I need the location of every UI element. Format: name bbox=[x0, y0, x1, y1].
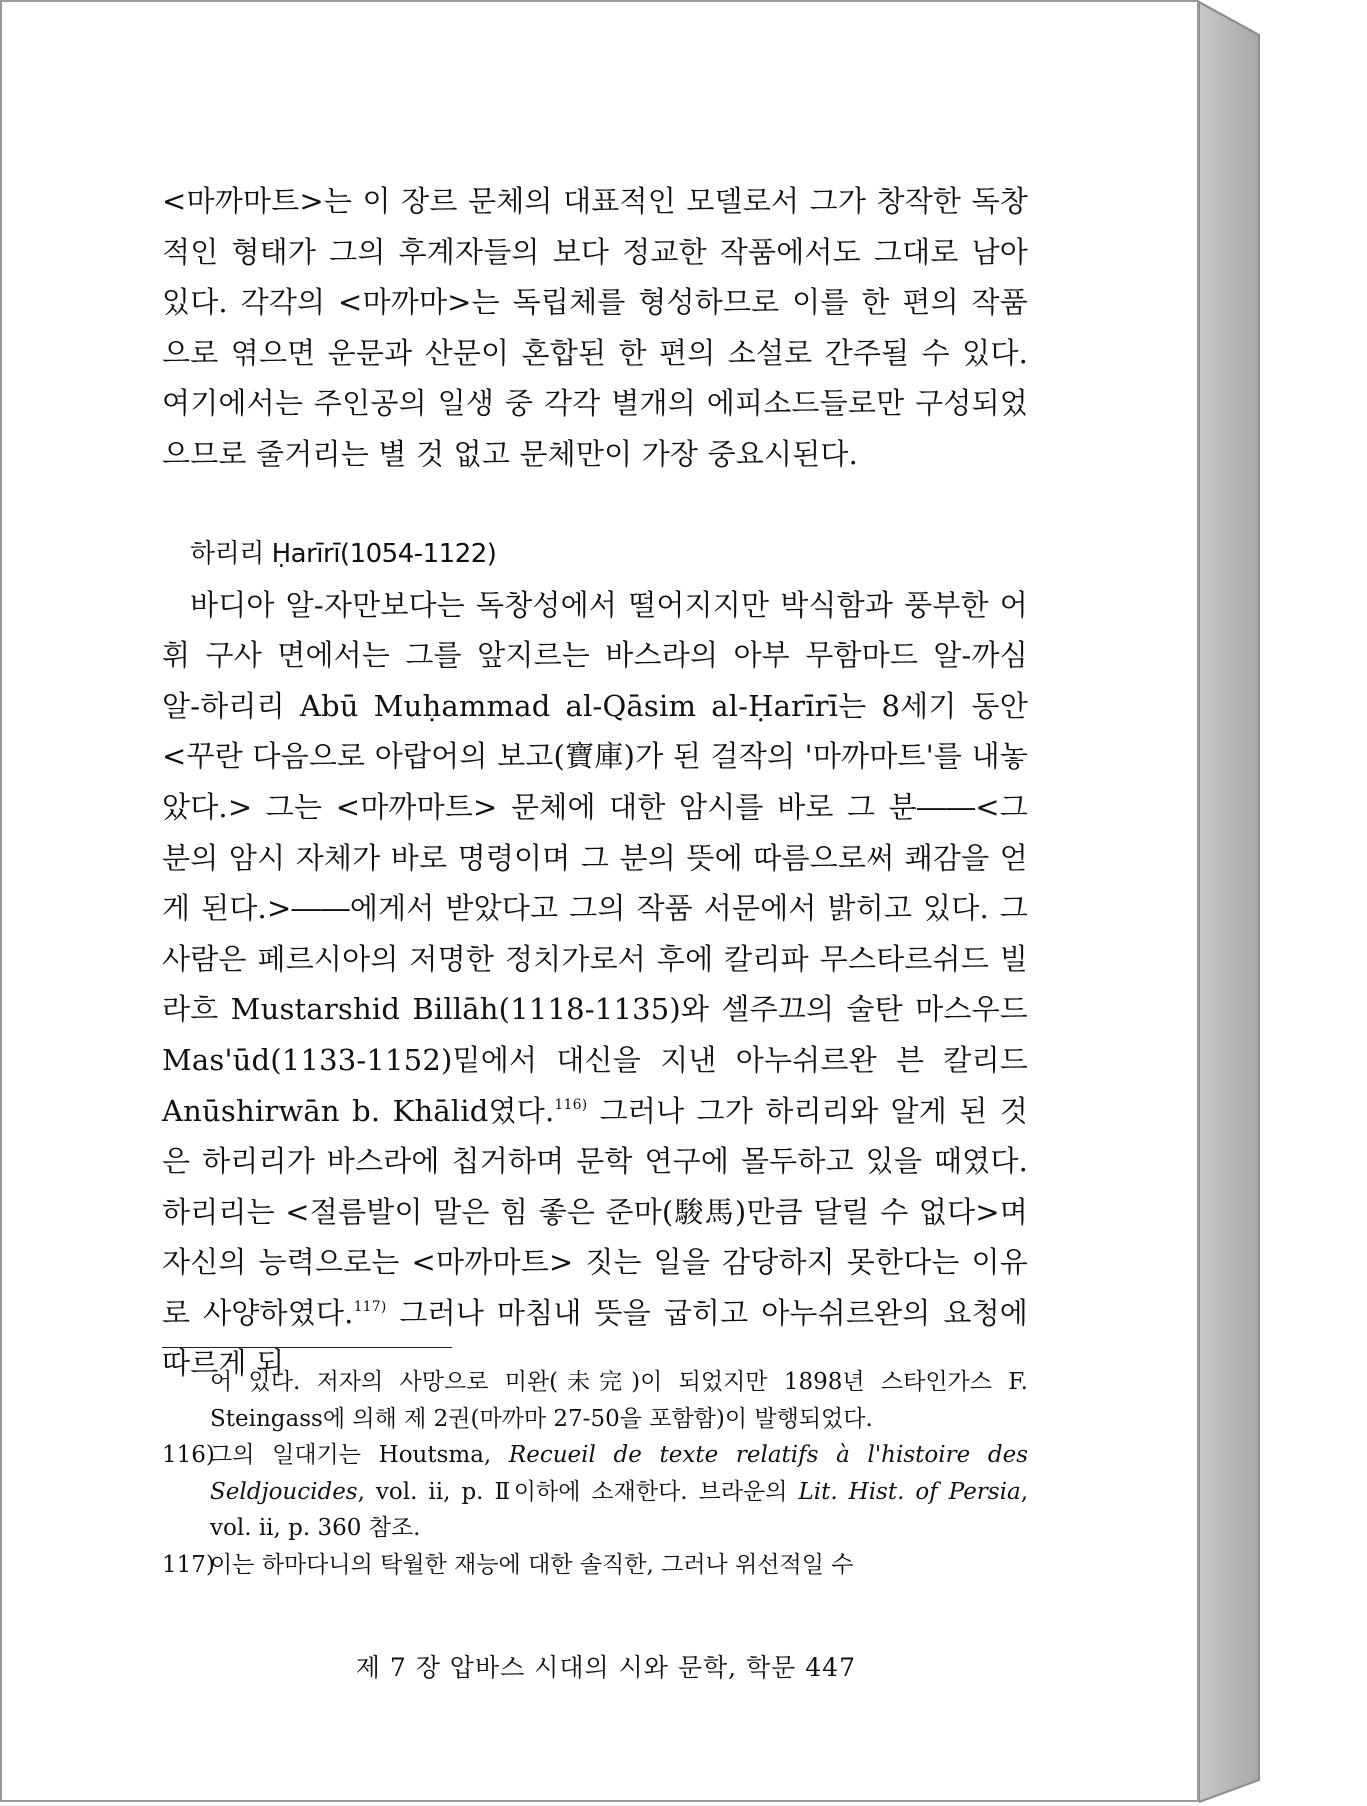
book-page-edge bbox=[1199, 0, 1269, 1806]
hariri-text-part1: 바디아 알-자만보다는 독창성에서 떨어지지만 박식함과 풍부한 어휘 구사 면에서는 그를 앞지르는 바스라의 아부 무함마드 알-까심 알-하리리 Abū Muḥammad al-Qāsim al-Ḥarīrī는 8세기 동안 <꾸란 다음으로 아랍어의 보고(寶庫)가 된 걸작의 '마까마트'를 내놓았다.> 그는 <마까마트> 문체에 대한 암시를 바로 그 분――<그 분의 암시 자체가 바로 명령이며 그 분의 뜻에 따름으로써 쾌감을 얻게 된다.>――에게서 받았다고 그의 작품 서문에서 밝히고 있다. 그 사람은 페르시아의 저명한 정치가로서 후에 칼리파 무스타르쉬드 빌라흐 Mustarshid Billāh(1118-1135)와 셀주끄의 술탄 마스우드 Mas'ūd(1133-1152)밑에서 대신을 지낸 아누쉬르완 븐 칼리드 Anūshirwān b. Khālid였다. bbox=[162, 587, 1028, 1128]
footnotes bbox=[162, 1364, 1028, 1583]
footnote-117-text: 이는 하마다니의 탁월한 재능에 대한 솔직한, 그러나 위선적일 수 bbox=[210, 1551, 854, 1578]
main-text bbox=[162, 176, 1028, 1389]
footnote-ref-116: 116) bbox=[554, 1096, 588, 1113]
section-heading-hariri: 하리리 Ḥarīrī(1054-1122) bbox=[190, 538, 497, 569]
footnote-117 bbox=[162, 1547, 1028, 1584]
footnote-continued bbox=[162, 1364, 1028, 1437]
footnote-divider bbox=[162, 1347, 452, 1348]
footnote-117-number: 117) bbox=[162, 1551, 215, 1578]
hariri-paragraph bbox=[162, 580, 1028, 1390]
footnote-116-text-a: 그의 일대기는 Houtsma, bbox=[210, 1442, 509, 1468]
footnote-ref-117: 117) bbox=[353, 1298, 387, 1315]
footnote-continued-text: 어 있다. 저자의 사망으로 미완(未完)이 되었지만 1898년 스타인가스 F. Steingass에 의해 제 2권(마까마 27-50을 포함함)이 발행되었다. bbox=[210, 1369, 1028, 1432]
footnote-116-text-c: , vol. ii, p. 360 참조. bbox=[210, 1478, 1028, 1541]
footnote-116 bbox=[162, 1437, 1028, 1547]
footnote-116-title-2: Lit. Hist. of Persia bbox=[798, 1478, 1021, 1505]
footnote-116-title: Recueil de texte relatifs à l'histoire des Seldjoucides bbox=[210, 1442, 1028, 1505]
intro-paragraph: <마까마트>는 이 장르 문체의 대표적인 모델로서 그가 창작한 독창적인 형태가 그의 후계자들의 보다 정교한 작품에서도 그대로 남아 있다. 각각의 <마까마>는 독립체를 형성하므로 이를 한 편의 작품으로 엮으면 운문과 산문이 혼합된 한 편의 소설로 간주될 수 있다. 여기에서는 주인공의 일생 중 각각 별개의 에피소드들로만 구성되었으므로 줄거리는 별 것 없고 문체만이 가장 중요시된다. bbox=[162, 184, 1028, 471]
hariri-text-part2: 그러나 그가 하리리와 알게 된 것은 하리리가 바스라에 칩거하며 문학 연구에 몰두하고 있을 때였다. 하리리는 <절름발이 말은 힘 좋은 준마(駿馬)만큼 달릴 수 없다>며 자신의 능력으로는 <마까마트> 짓는 일을 감당하지 못한다는 이유로 사양하였다. bbox=[162, 1093, 1028, 1330]
footnote-116-text-b: , vol. ii, p. Ⅱ이하에 소재한다. 브라운의 bbox=[357, 1478, 799, 1505]
running-footer: 제 7 장 압바스 시대의 시와 문학, 학문 447 bbox=[355, 1653, 856, 1682]
footnote-116-number: 116) bbox=[162, 1442, 215, 1468]
hariri-text-part3: 그러나 마침내 뜻을 굽히고 아누쉬르완의 요청에 따르게 되 bbox=[162, 1295, 1029, 1381]
